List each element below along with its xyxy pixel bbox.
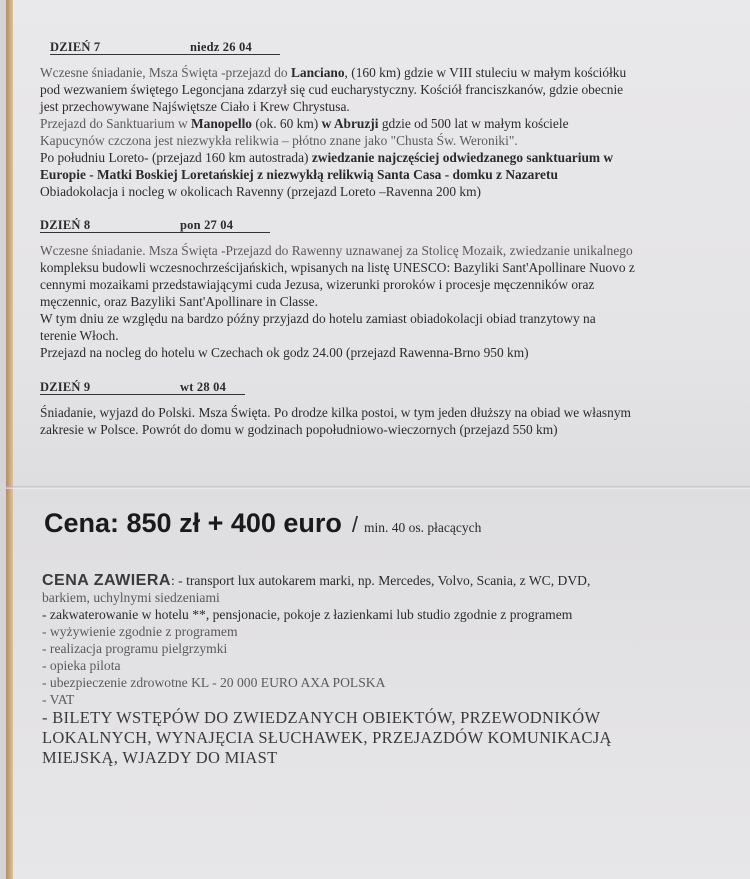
includes-line-1: CENA ZAWIERA: - transport lux autokarem marki, np. Mercedes, Volvo, Scania, z WC, DVD, bbox=[42, 572, 591, 589]
price-note: min. 40 os. płacących bbox=[364, 520, 482, 535]
day-7-line-5: Kapucynów czczona jest niezwykła relikwia – płótno znane jako "Chusta Św. Weroniki". bbox=[40, 133, 518, 148]
includes-line-5: - realizacja programu pielgrzymki bbox=[42, 641, 228, 656]
price-includes-section bbox=[42, 572, 742, 768]
day-9-label: DZIEŃ 9 bbox=[40, 380, 91, 394]
paper-edge bbox=[6, 0, 13, 879]
price-main: Cena: 850 zł + 400 euro bbox=[44, 508, 342, 538]
day-8-heading bbox=[40, 218, 270, 233]
day-7-line-6: Po południu Loreto- (przejazd 160 km autostrada) zwiedzanie najczęściej odwiedzanego sanktuarium w bbox=[40, 150, 614, 165]
day-8-line-6: terenie Włoch. bbox=[40, 328, 119, 343]
day-8-line-7: Przejazd na nocleg do hotelu w Czechach ok godz 24.00 (przejazd Rawenna-Brno 950 km) bbox=[40, 345, 529, 360]
day-9-line-1: Śniadanie, wyjazd do Polski. Msza Święta. Po drodze kilka postoi, w tym jeden dłuższy na obiad we własnym bbox=[40, 405, 631, 420]
includes-line-7: - ubezpieczenie zdrowotne KL - 20 000 EURO AXA POLSKA bbox=[42, 675, 386, 690]
day-8-line-4: męczennic, oraz Bazyliki Sant'Apollinare in Classe. bbox=[40, 294, 318, 309]
paper-fold bbox=[6, 486, 750, 489]
day-9-body bbox=[40, 404, 740, 438]
document-sheet bbox=[6, 0, 750, 879]
includes-caps-line-2: LOKALNYCH, WYNAJĘCIA SŁUCHAWEK, PRZEJAZDÓW KOMUNIKACJĄ bbox=[42, 728, 612, 747]
includes-line-4: - wyżywienie zgodnie z programem bbox=[42, 624, 238, 639]
day-7-line-3: jest przechowywane Najświętsze Ciało i Krew Chrystusa. bbox=[40, 99, 350, 114]
day-7-line-8: Obiadokolacja i nocleg w okolicach Ravenny (przejazd Loreto –Ravenna 200 km) bbox=[40, 184, 481, 199]
day-8-line-1: Wczesne śniadanie. Msza Święta -Przejazd do Rawenny uznawanej za Stolicę Mozaik, zwiedzanie unikalnego bbox=[40, 243, 633, 258]
price-line bbox=[44, 508, 481, 539]
day-7-line-7: Europie - Matki Boskiej Loretańskiej z niezwykłą relikwią Santa Casa - domku z Nazaretu bbox=[40, 167, 558, 182]
includes-title: CENA ZAWIERA bbox=[42, 572, 171, 589]
day-8-line-2: kompleksu budowli wczesnochrześcijańskich, wpisanych na listę UNESCO: Bazyliki Sant'Apollinare Nuovo z bbox=[40, 260, 635, 275]
day-9-date: wt 28 04 bbox=[180, 380, 227, 394]
day-9-line-2: zakresie w Polsce. Powrót do domu w godzinach popołudniowo-wieczornych (przejazd 550 km) bbox=[40, 422, 558, 437]
includes-line-6: - opieka pilota bbox=[42, 658, 121, 673]
day-9-heading bbox=[40, 380, 245, 395]
day-8-label: DZIEŃ 8 bbox=[40, 218, 91, 232]
day-8-body bbox=[40, 242, 740, 361]
price-slash: / bbox=[351, 512, 359, 537]
day-8-date: pon 27 04 bbox=[180, 218, 234, 232]
day-8-line-3: cennymi mozaikami przedstawiającymi cuda Jezusa, wizerunki proroków i procesje męczenników oraz bbox=[40, 277, 595, 292]
day-7-heading bbox=[50, 40, 280, 55]
day-7-label: DZIEŃ 7 bbox=[50, 40, 101, 54]
includes-caps-line-3: MIEJSKĄ, WJAZDY DO MIAST bbox=[42, 748, 278, 767]
day-7-section bbox=[40, 40, 740, 200]
includes-line-3: - zakwaterowanie w hotelu **, pensjonacie, pokoje z łazienkami lub studio zgodnie z programem bbox=[42, 607, 573, 622]
day-7-line-4: Przejazd do Sanktuarium w Manopello (ok. 60 km) w Abruzji gdzie od 500 lat w małym kościele bbox=[40, 116, 569, 131]
day-8-line-5: W tym dniu ze względu na bardzo późny przyjazd do hotelu zamiast obiadokolacji obiad tranzytowy na bbox=[40, 311, 596, 326]
includes-line-2: barkiem, uchylnymi siedzeniami bbox=[42, 590, 220, 605]
day-7-body bbox=[40, 64, 740, 200]
day-7-date: niedz 26 04 bbox=[190, 40, 252, 54]
day-7-line-2: pod wezwaniem świętego Legoncjana zdarzył się cud eucharystyczny. Kościół franciszkanów, gdzie obecnie bbox=[40, 82, 624, 97]
includes-caps-line-1: - BILETY WSTĘPÓW DO ZWIEDZANYCH OBIEKTÓW, PRZEWODNIKÓW bbox=[42, 708, 601, 727]
day-9-section bbox=[40, 380, 740, 438]
day-8-section bbox=[40, 218, 740, 361]
includes-line-8: - VAT bbox=[42, 692, 75, 707]
day-7-line-1: Wczesne śniadanie, Msza Święta -przejazd do Lanciano, (160 km) gdzie w VIII stuleciu w małym kościółku bbox=[40, 65, 627, 80]
